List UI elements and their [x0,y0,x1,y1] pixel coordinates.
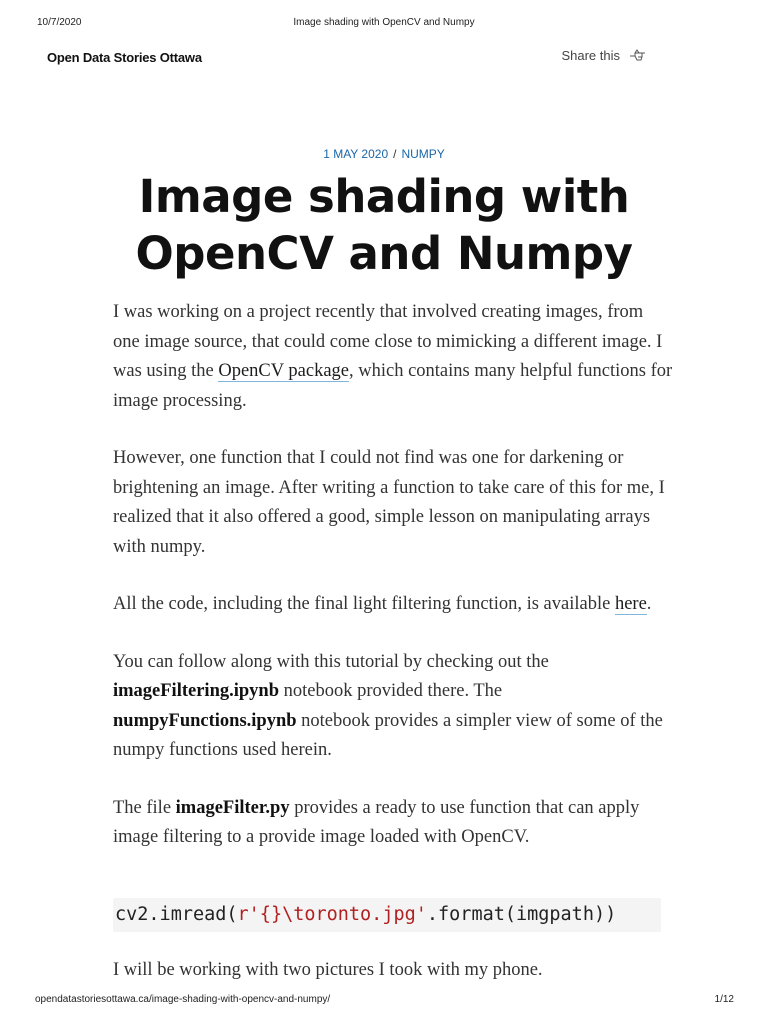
text: . [646,594,652,614]
notebook-name: numpyFunctions.ipynb [113,710,297,731]
code-here-link[interactable]: here [614,594,647,614]
paragraph-notebooks [113,648,673,766]
text: The file [113,797,176,818]
code-block [113,898,661,932]
code-text: cv2.imread( [115,904,238,925]
text: I was working on a project recently that involved creating images, from one image source, that could come close to mimicking a different image. I was using the [113,302,663,381]
print-page-number: 1/12 [714,994,734,1005]
share-button[interactable] [561,47,648,63]
notebook-name: imageFiltering.ipynb [113,681,279,701]
site-name-link[interactable]: Open Data Stories Ottawa [47,50,202,65]
print-date: 10/7/2020 [37,17,82,28]
category-link[interactable]: NUMPY [401,147,445,161]
paragraph-intro [113,298,673,416]
share-label: Share this [561,47,620,63]
print-page-title: Image shading with OpenCV and Numpy [293,17,475,28]
print-url: opendatastoriesottawa.ca/image-shading-with-opencv-and-numpy/ [35,994,331,1005]
code-text: .format(imgpath)) [426,904,617,925]
print-header [0,17,768,33]
paragraph-problem: However, one function that I could not find was one for darkening or brightening an image. After writing a function to take care of this for me, I realized that it also offered a good, simple lesson on manipulating arrays with numpy. [113,448,665,557]
text: , which contains many helpful functions for image processing. [113,361,673,411]
meta-separator: / [393,147,397,161]
paragraph-code-available [113,590,673,620]
post-meta [0,147,768,161]
pointing-hand-icon [628,47,648,63]
text: notebook provides a simpler view of some of the numpy functions used herein. [113,710,663,760]
code-string: r'{}\toronto.jpg' [237,904,427,925]
paragraph-pictures: I will be working with two pictures I took with my phone. [113,960,543,980]
post-content [113,298,673,881]
opencv-package-link[interactable]: OpenCV package [218,361,349,381]
text: notebook provided there. The [279,681,503,701]
paragraph-file [113,794,673,853]
post-title: Image shading with OpenCV and Numpy [135,170,633,280]
file-name: imageFilter.py [175,797,290,818]
site-header [0,46,768,72]
text: All the code, including the final light filtering function, is available [113,594,615,614]
text: provides a ready to use function that can apply image filtering to a provide image loaded with OpenCV. [113,797,640,847]
text: You can follow along with this tutorial by checking out the [113,651,549,672]
post-date-link[interactable]: 1 MAY 2020 [323,147,389,161]
print-footer [0,994,768,1010]
